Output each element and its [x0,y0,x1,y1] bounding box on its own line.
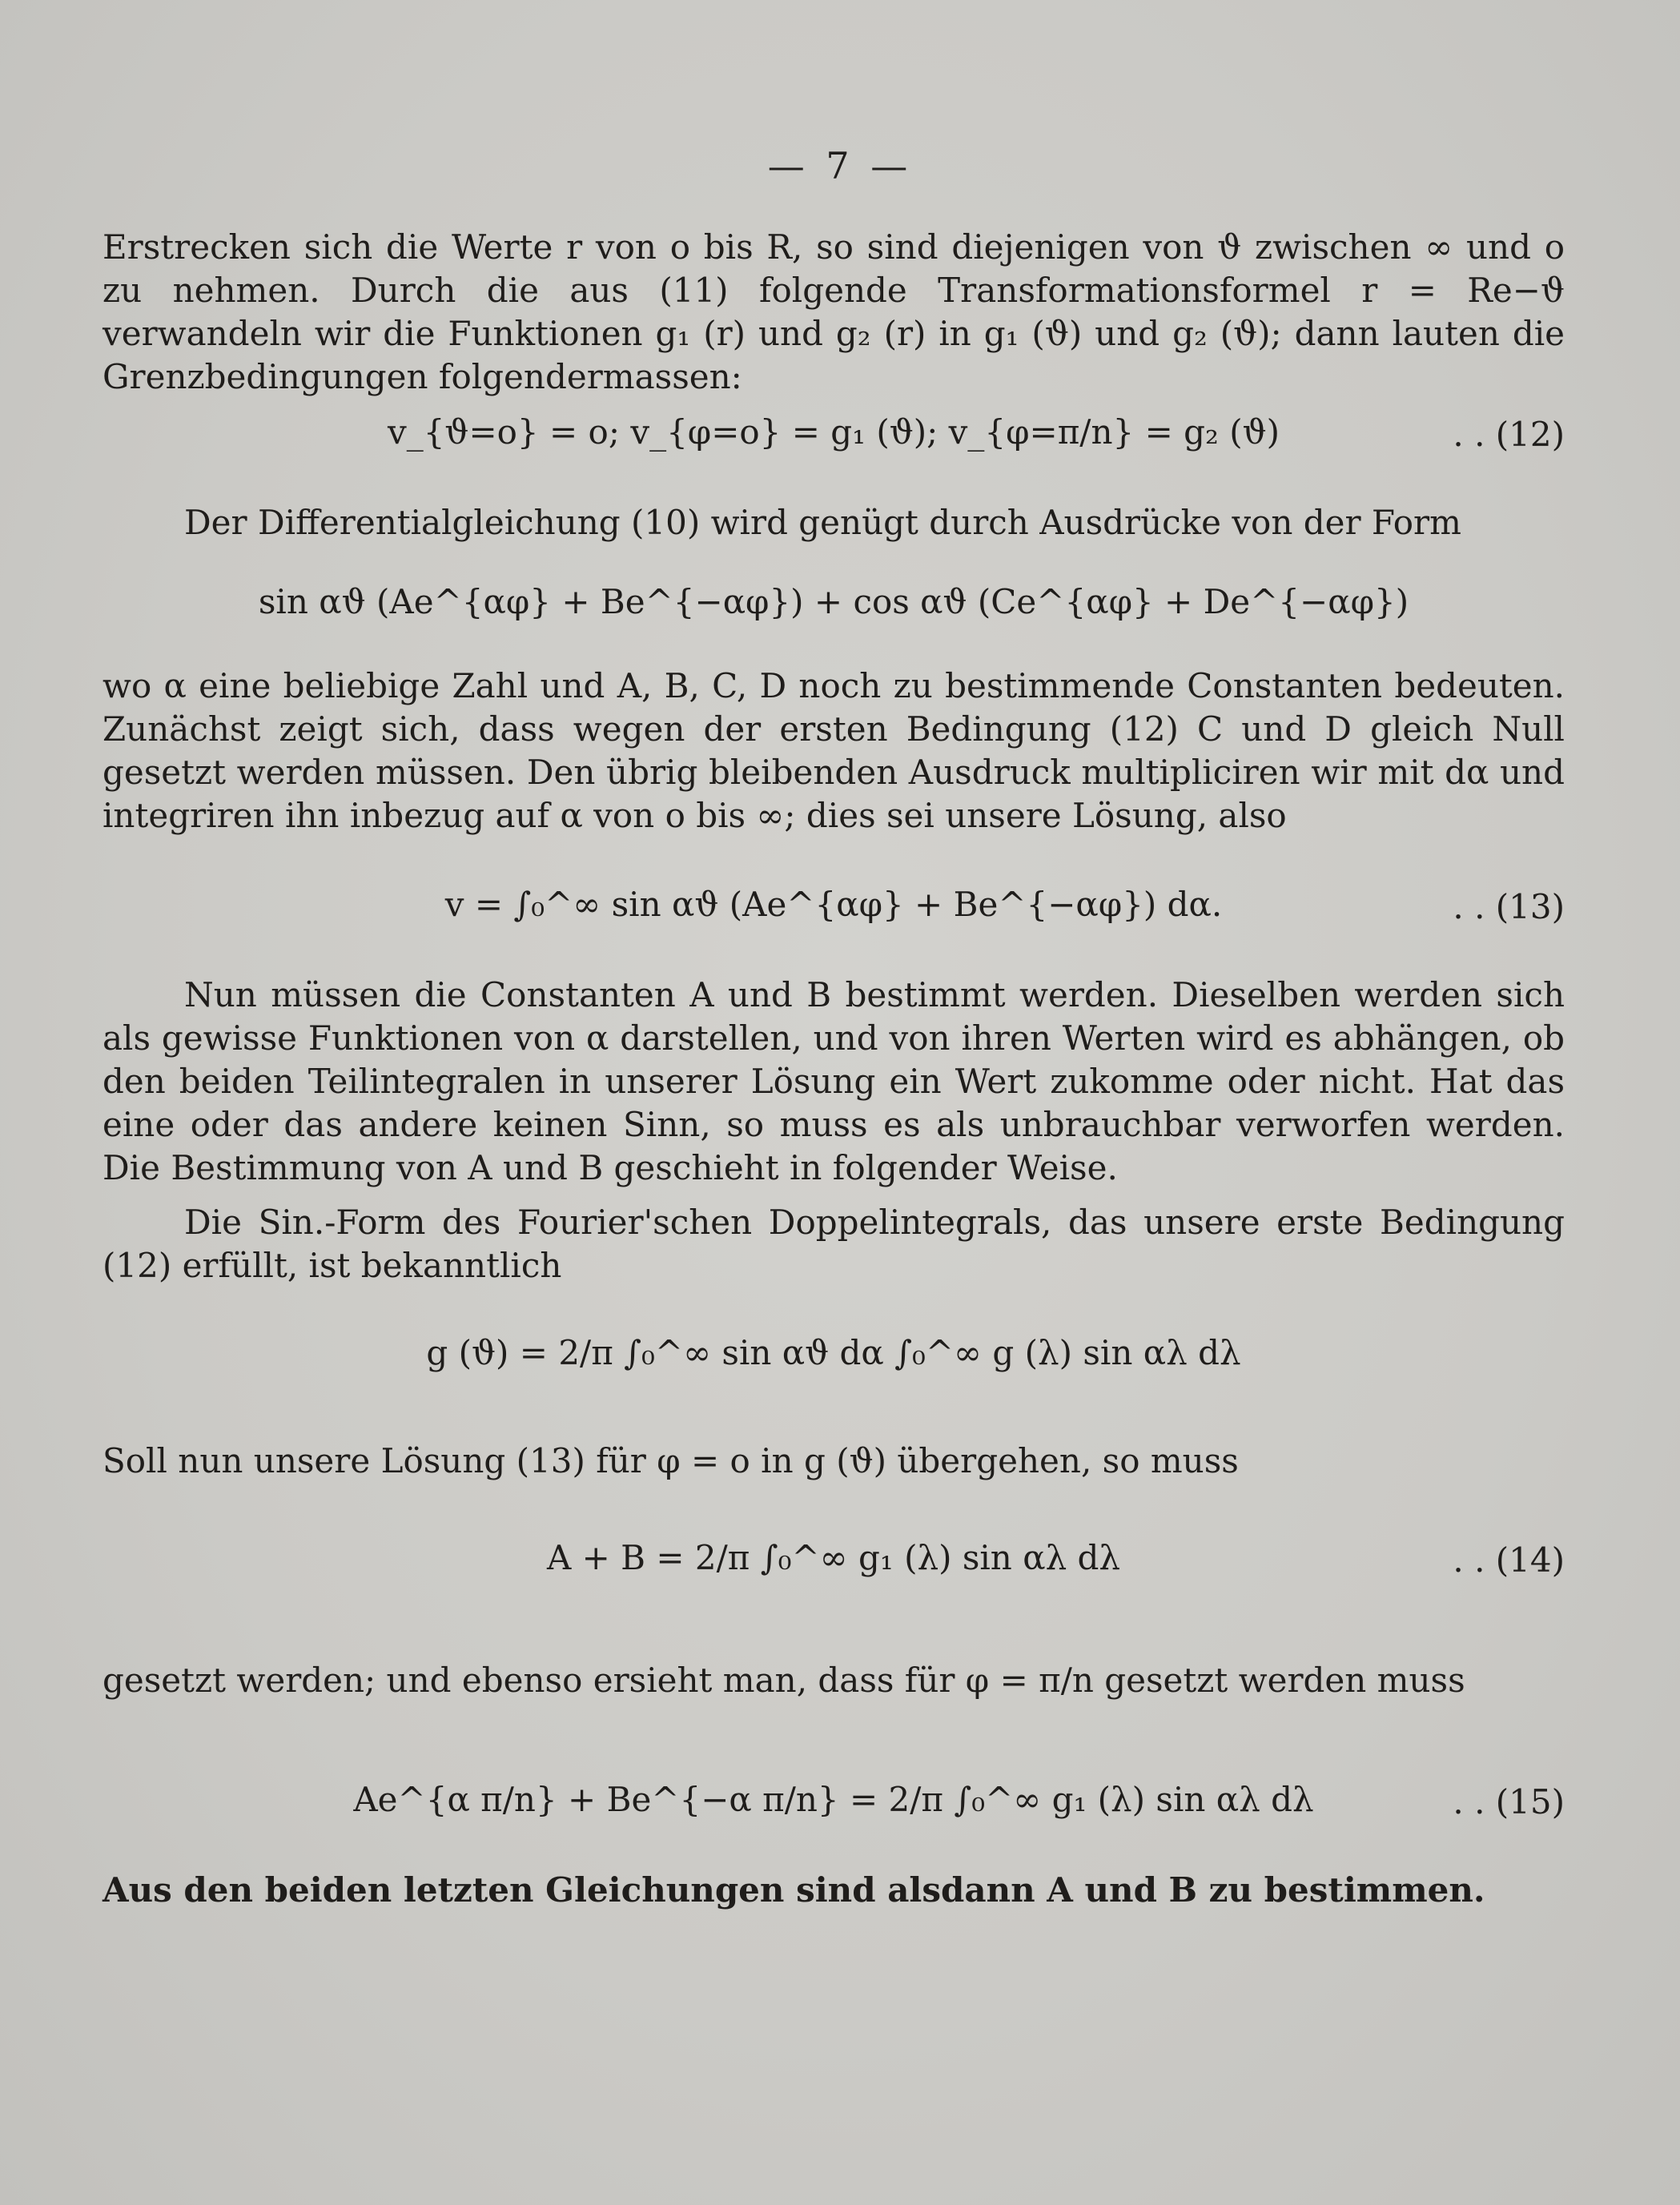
equation-12-row [102,408,1565,504]
equation-15: Ae^{α π/n} + Be^{−α π/n} = 2/π ∫₀^∞ g₁ (λ) sin αλ dλ [353,1780,1314,1819]
equation-13-number: . . (13) [1453,887,1565,926]
equation-form: sin αϑ (Ae^{αφ} + Be^{−αφ}) + cos αϑ (Ce^{αφ} + De^{−αφ}) [258,582,1409,621]
equation-15-row [102,1776,1565,1872]
page-number: — 7 — [767,144,913,187]
equation-15-number: . . (15) [1453,1782,1565,1821]
paragraph-7: gesetzt werden; und ebenso ersieht man, dass für φ = π/n gesetzt werden muss [102,1661,1465,1700]
equation-form-row [102,578,1565,674]
equation-fourier: g (ϑ) = 2/π ∫₀^∞ sin αϑ dα ∫₀^∞ g (λ) sin αλ dλ [426,1333,1241,1372]
equation-12: v_{ϑ=o} = o; v_{φ=o} = g₁ (ϑ); v_{φ=π/n} = g₂ (ϑ) [387,412,1280,452]
paragraph-8: Aus den beiden letzten Gleichungen sind alsdann A und B zu bestimmen. [102,1870,1485,1910]
paragraph-2: Der Differentialgleichung (10) wird genügt durch Ausdrücke von der Form [184,503,1461,542]
paragraph-3: wo α eine beliebige Zahl und A, B, C, D noch zu bestimmende Constanten bedeuten. Zunächst zeigt sich, dass wegen der ersten Bedingung (12) C und D gleich Null gesetzt werden müssen. Den übrig bleibenden Ausdruck multipliciren wir mit dα und integriren ihn inbezug auf α von o bis ∞; dies sei unsere Lösung, also [102,666,1565,835]
equation-12-number: . . (12) [1453,415,1565,454]
paragraph-1: Erstrecken sich die Werte r von o bis R, so sind diejenigen von ϑ zwischen ∞ und o zu nehmen. Durch die aus (11) folgende Transformationsformel r = Re−ϑ verwandeln wir die Funktionen g₁ (r) und g₂ (r) in g₁ (ϑ) und g₂ (ϑ); dann lauten die Grenzbedingungen folgendermassen: [102,227,1565,396]
equation-13: v = ∫₀^∞ sin αϑ (Ae^{αφ} + Be^{−αφ}) dα. [444,885,1223,924]
equation-fourier-row [102,1329,1565,1425]
paragraph-6: Soll nun unsere Lösung (13) für φ = o in g (ϑ) übergehen, so muss [102,1441,1239,1480]
equation-13-row [102,881,1565,977]
equation-14-row [102,1534,1565,1630]
paragraph-5: Die Sin.-Form des Fourier'schen Doppelintegrals, das unsere erste Bedingung (12) erfüllt, ist bekanntlich [102,1203,1565,1285]
equation-14-number: . . (14) [1453,1540,1565,1580]
paragraph-4: Nun müssen die Constanten A und B bestimmt werden. Dieselben werden sich als gewisse Funktionen von α darstellen, und von ihren Werten wird es abhängen, ob den beiden Teilintegralen in unserer Lösung ein Wert zukomme oder nicht. Hat das eine oder das andere keinen Sinn, so muss es als unbrauchbar verworfen werden. Die Bestimmung von A und B geschieht in folgender Weise. [102,975,1565,1187]
equation-14: A + B = 2/π ∫₀^∞ g₁ (λ) sin αλ dλ [546,1538,1121,1577]
